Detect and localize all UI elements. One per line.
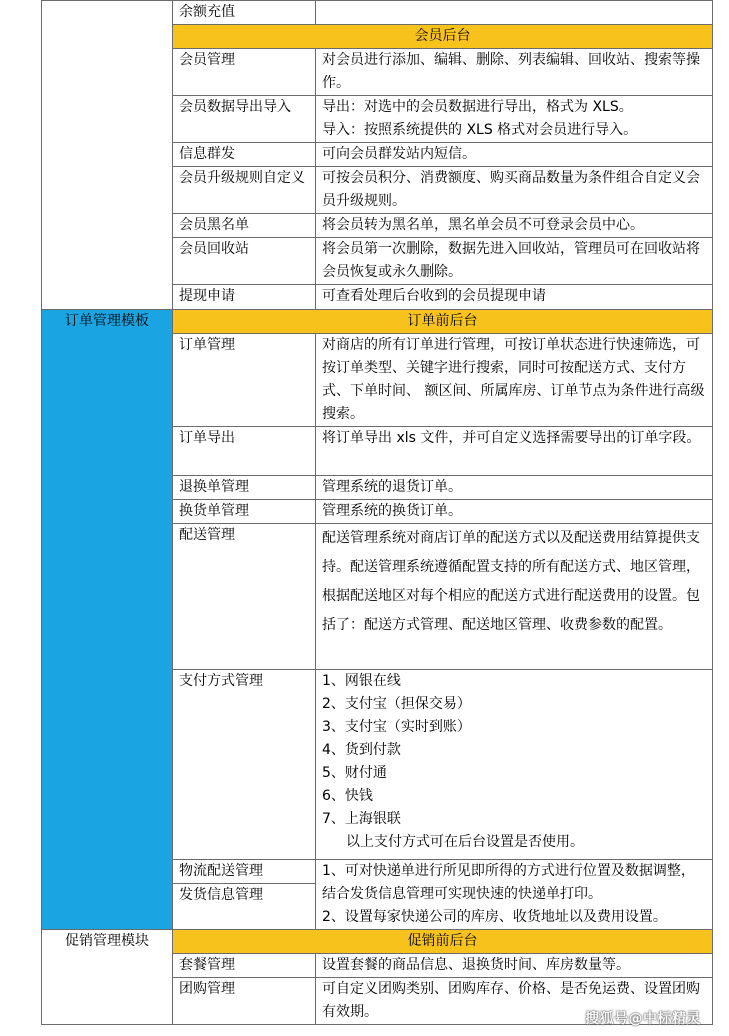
feature-desc: 可自定义团购类别、团购库存、价格、是否免运费、设置团购有效期。 xyxy=(316,978,713,1025)
feature-desc: 将会员第一次删除，数据先进入回收站，管理员可在回收站将会员恢复或永久删除。 xyxy=(316,238,713,285)
feature-desc: 管理系统的换货订单。 xyxy=(316,500,713,524)
module-cell-promo: 促销管理模块 xyxy=(42,930,173,1025)
feature-name: 配送管理 xyxy=(173,524,316,670)
feature-desc: 配送管理系统对商店订单的配送方式以及配送费用结算提供支持。配送管理系统遵循配置支持的所有配送方式、地区管理，根据配送地区对每个相应的配送方式进行配送费用的设置。包括了：配送方式管理、配送地区管理、收费参数的配置。 xyxy=(316,524,713,670)
list-item: 6、快钱 xyxy=(322,788,373,804)
feature-desc: 将订单导出 xls 文件，并可自定义选择需要导出的订单字段。 xyxy=(316,427,713,476)
feature-name: 会员管理 xyxy=(173,49,316,96)
module-cell-order: 订单管理模板 xyxy=(42,310,173,930)
section-header-order: 订单前后台 xyxy=(173,310,713,334)
desc-line: 1、可对快递单进行所见即所得的方式进行位置及数据调整，结合发货信息管理可实现快速的快递单打印。 xyxy=(322,863,695,902)
feature-name: 退换单管理 xyxy=(173,476,316,500)
feature-name: 换货单管理 xyxy=(173,500,316,524)
desc-line: 导入：按照系统提供的 XLS 格式对会员进行导入。 xyxy=(322,122,638,138)
list-item: 2、支付宝（担保交易） xyxy=(322,696,471,712)
list-item: 3、支付宝（实时到账） xyxy=(322,719,471,735)
desc-line: 2、设置每家快递公司的库房、收货地址以及费用设置。 xyxy=(322,909,667,925)
payment-list xyxy=(316,670,713,860)
feature-name: 订单导出 xyxy=(173,427,316,476)
section-header-row xyxy=(42,310,713,334)
list-item: 7、上海银联 xyxy=(322,811,401,827)
feature-name: 提现申请 xyxy=(173,285,316,310)
list-item: 1、网银在线 xyxy=(322,673,401,689)
feature-desc xyxy=(316,860,713,930)
feature-name: 订单管理 xyxy=(173,334,316,427)
payment-note: 以上支付方式可在后台设置是否使用。 xyxy=(346,834,584,850)
feature-spec-table xyxy=(41,0,713,1025)
feature-name: 信息群发 xyxy=(173,143,316,167)
feature-name: 套餐管理 xyxy=(173,954,316,978)
table-row xyxy=(42,1,713,25)
feature-desc xyxy=(316,96,713,143)
list-item: 5、财付通 xyxy=(322,765,387,781)
desc-line: 导出：对选中的会员数据进行导出，格式为 XLS。 xyxy=(322,99,633,115)
feature-desc: 将会员转为黑名单，黑名单会员不可登录会员中心。 xyxy=(316,214,713,238)
feature-desc: 对商店的所有订单进行管理，可按订单状态进行快速筛选，可按订单类型、关键字进行搜索，同时可按配送方式、支付方式、下单时间、 额区间、所属库房、订单节点为条件进行高级搜索。 xyxy=(316,334,713,427)
feature-name: 余额充值 xyxy=(173,1,316,25)
feature-desc: 可按会员积分、消费额度、购买商品数量为条件组合自定义会员升级规则。 xyxy=(316,167,713,214)
feature-name: 会员升级规则自定义 xyxy=(173,167,316,214)
feature-desc: 可查看处理后台收到的会员提现申请 xyxy=(316,285,713,310)
feature-desc: 管理系统的退货订单。 xyxy=(316,476,713,500)
section-header-member: 会员后台 xyxy=(173,25,713,49)
section-header-promo: 促销前后台 xyxy=(173,930,713,954)
feature-name: 发货信息管理 xyxy=(173,884,316,930)
section-header-row xyxy=(42,930,713,954)
feature-desc: 对会员进行添加、编辑、删除、列表编辑、回收站、搜索等操作。 xyxy=(316,49,713,96)
feature-name: 会员回收站 xyxy=(173,238,316,285)
list-item: 4、货到付款 xyxy=(322,742,401,758)
feature-desc: 可向会员群发站内短信。 xyxy=(316,143,713,167)
feature-desc xyxy=(316,1,713,25)
feature-name: 会员数据导出导入 xyxy=(173,96,316,143)
feature-name: 物流配送管理 xyxy=(173,860,316,884)
module-cell-member xyxy=(42,1,173,310)
watermark: 搜狐号@中标精灵 xyxy=(585,1011,701,1027)
feature-name: 支付方式管理 xyxy=(173,670,316,860)
feature-name: 团购管理 xyxy=(173,978,316,1025)
feature-desc: 设置套餐的商品信息、退换货时间、库房数量等。 xyxy=(316,954,713,978)
feature-name: 会员黑名单 xyxy=(173,214,316,238)
